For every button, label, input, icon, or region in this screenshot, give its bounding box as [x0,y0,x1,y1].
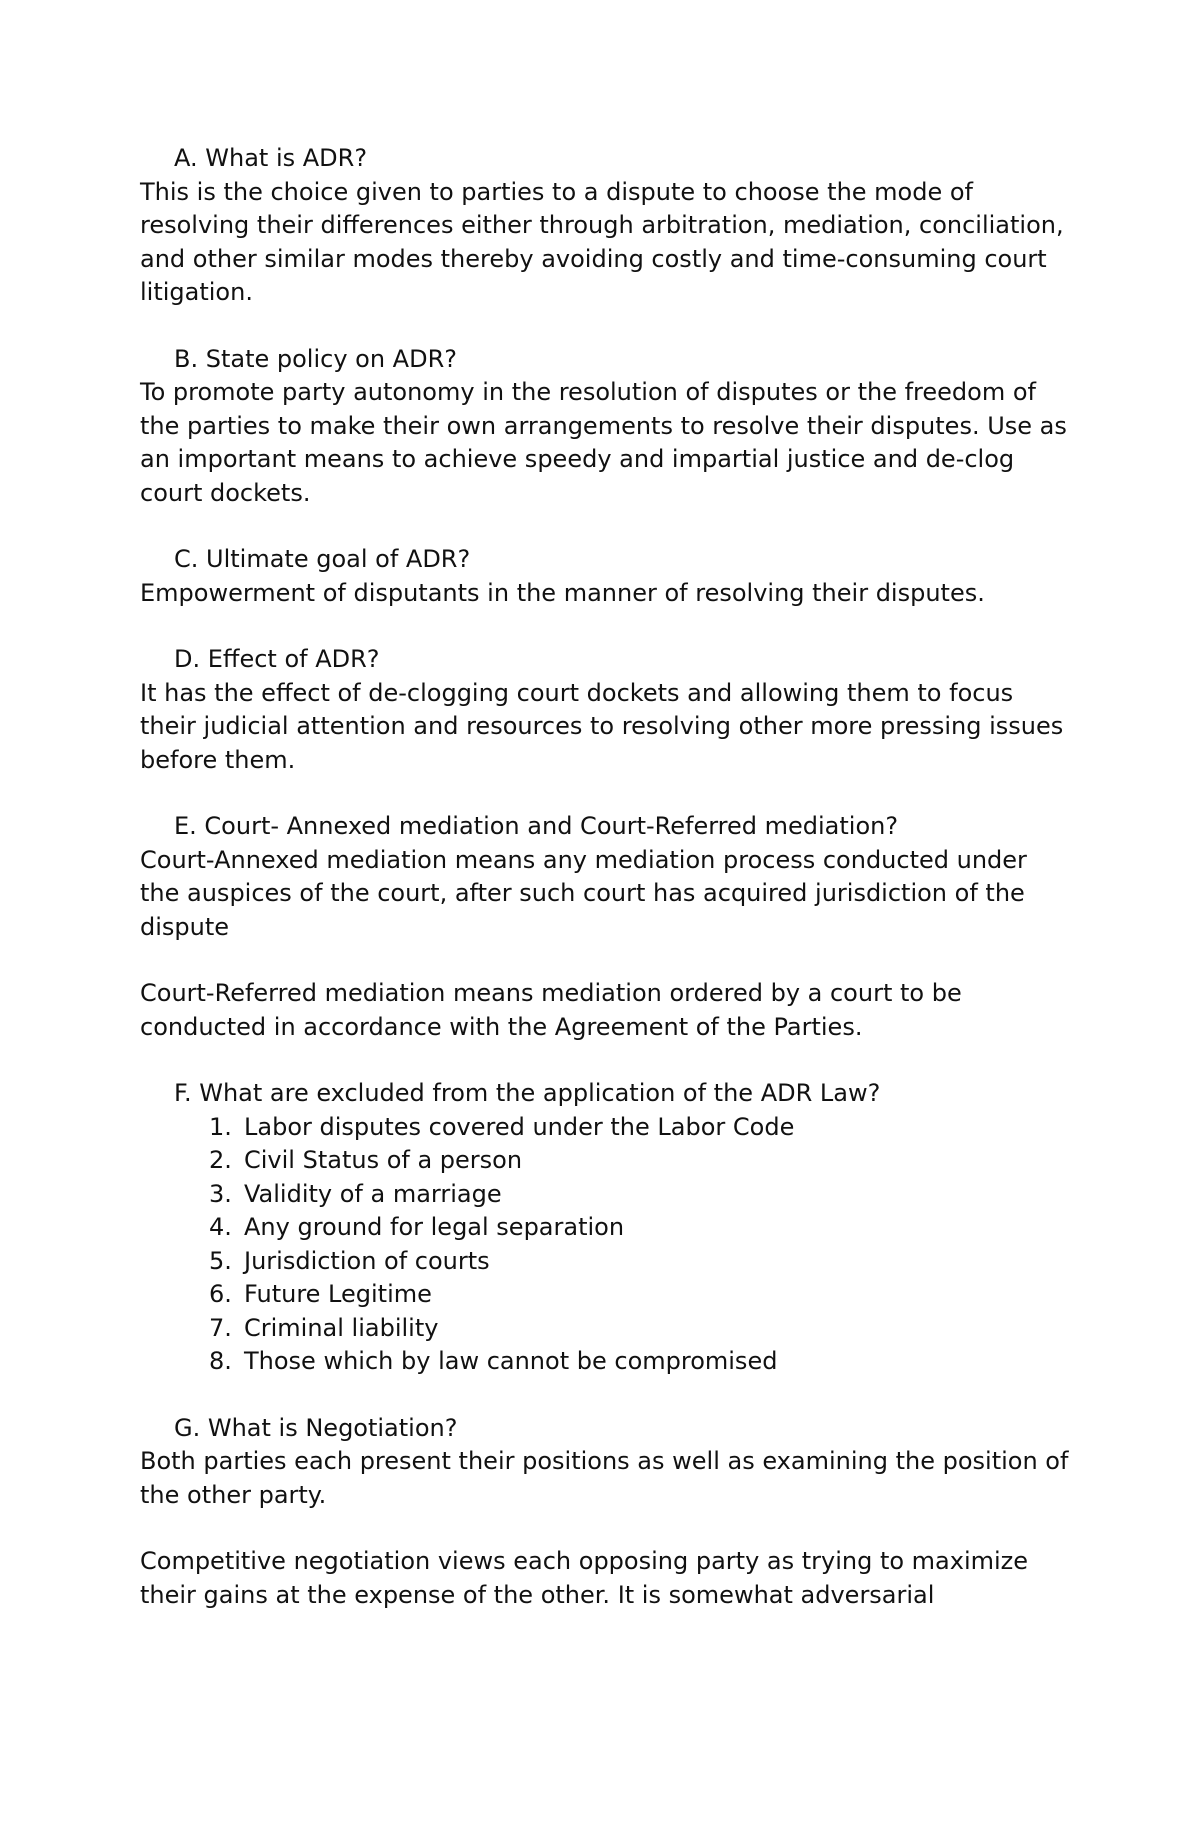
list-item [209,1111,1070,1145]
answer-paragraph: It has the effect of de-clogging court dockets and allowing them to focus their judicial attention and resources to resolving other more pressing issues before them. [140,678,1064,774]
section-g [140,1412,1070,1513]
question-heading: B. State policy on ADR? [174,344,457,373]
question-heading: F. What are excluded from the application of the ADR Law? [174,1079,881,1107]
list-item-text: Any ground for legal separation [244,1213,625,1241]
answer-paragraph: Both parties each present their positions as well as examining the position of the other party. [140,1447,1069,1509]
list-item [209,1312,1070,1346]
section-c [140,543,1070,610]
section-e [140,810,1070,944]
answer-paragraph: Court-Annexed mediation means any mediation process conducted under the auspices of the court, after such court has acquired jurisdiction of the dispute [140,845,1027,941]
question-heading: D. Effect of ADR? [174,645,380,673]
question-heading: G. What is Negotiation? [174,1413,458,1442]
section-e-continued [140,977,1070,1044]
list-item-number: 2. [209,1146,232,1174]
list-item-number: 1. [209,1112,232,1141]
list-item-text: Validity of a marriage [244,1179,502,1208]
section-b [140,343,1070,511]
list-item [209,1144,1070,1178]
answer-paragraph: Competitive negotiation views each opposing party as trying to maximize their gains at the expense of the other. It is somewhat adversarial [140,1547,1029,1609]
section-g-continued [140,1545,1070,1612]
answer-paragraph: This is the choice given to parties to a dispute to choose the mode of resolving their differences either through arbitration, mediation, conciliation, and other similar modes thereby avoiding costly and time-consuming court litigation. [140,177,1064,306]
list-item [209,1211,1070,1245]
section-a [140,142,1070,310]
list-item-number: 5. [209,1246,232,1275]
section-f [140,1077,1070,1379]
question-heading: C. Ultimate goal of ADR? [174,545,471,573]
list-item [209,1245,1070,1279]
list-item-text: Jurisdiction of courts [244,1246,490,1275]
list-item [209,1345,1070,1379]
exclusions-list [140,1111,1070,1379]
question-heading: E. Court- Annexed mediation and Court-Referred mediation? [174,812,899,840]
list-item-text: Criminal liability [244,1313,439,1342]
list-item-text: Those which by law cannot be compromised [244,1347,778,1375]
list-item-text: Future Legitime [244,1280,432,1308]
list-item-number: 8. [209,1347,232,1375]
list-item-number: 6. [209,1280,232,1308]
answer-paragraph: To promote party autonomy in the resolution of disputes or the freedom of the parties to make their own arrangements to resolve their disputes. Use as an important means to achieve speedy and impartial justice and de-clog court dockets. [140,378,1067,507]
question-heading: A. What is ADR? [174,144,368,172]
list-item [209,1278,1070,1312]
list-item-text: Civil Status of a person [244,1146,523,1174]
document-body [140,142,1070,1645]
answer-paragraph: Court-Referred mediation means mediation ordered by a court to be conducted in accordance with the Agreement of the Parties. [140,979,962,1041]
list-item-number: 7. [209,1313,232,1342]
answer-paragraph: Empowerment of disputants in the manner of resolving their disputes. [140,578,985,607]
section-d [140,643,1070,777]
list-item-number: 4. [209,1213,232,1241]
list-item [209,1178,1070,1212]
list-item-number: 3. [209,1179,232,1208]
list-item-text: Labor disputes covered under the Labor Code [244,1112,795,1141]
